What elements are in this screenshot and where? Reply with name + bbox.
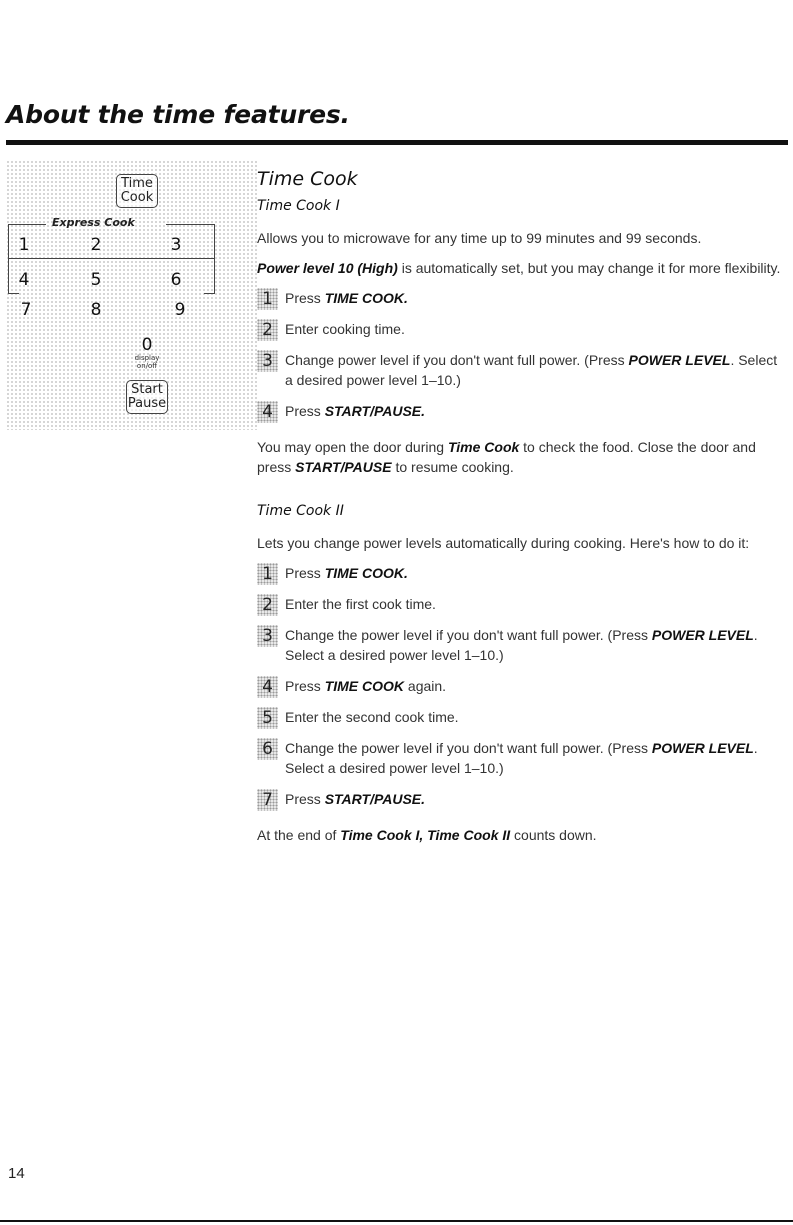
step-item (257, 789, 787, 809)
step-keyword: TIME COOK (324, 678, 405, 694)
digit-8: 8 (90, 300, 102, 320)
step-item (257, 563, 787, 583)
step-item (257, 319, 787, 339)
step-number-badge: 1 (257, 288, 278, 310)
time-cook-2-heading: Time Cook II (257, 503, 344, 519)
step-number-badge: 6 (257, 738, 278, 760)
step-text: Press (285, 403, 325, 419)
step-text: Enter the second cook time. (285, 709, 459, 725)
step-keyword: TIME COOK. (324, 565, 408, 581)
digit-3: 3 (170, 235, 182, 255)
step-number-badge: 7 (257, 789, 278, 811)
time-cook-section (257, 168, 787, 855)
step-number-badge: 5 (257, 707, 278, 729)
step-number-badge: 1 (257, 563, 278, 585)
step-text-after: . Select a desired power level 1–10.) (285, 740, 758, 776)
end-note: At the end of Time Cook I, Time Cook II counts down. (257, 827, 597, 843)
step-item (257, 594, 787, 614)
time-cook-1-intro: Allows you to microwave for any time up to 99 minutes and 99 seconds. (257, 230, 702, 246)
digit-4: 4 (18, 270, 30, 290)
step-item (257, 625, 787, 665)
step-item (257, 738, 787, 778)
time-cook-key: Time Cook (116, 174, 158, 208)
time-cook-2-intro: Lets you change power levels automatically during cooking. Here's how to do it: (257, 535, 750, 551)
digit-9: 9 (174, 300, 186, 320)
time-cook-1-steps (257, 288, 787, 421)
page-number: 14 (8, 1165, 25, 1182)
step-number-badge: 2 (257, 594, 278, 616)
bottom-rule (0, 1220, 793, 1222)
power-level-note: Power level 10 (High) is automatically set, but you may change it for more flexibility. (257, 260, 781, 276)
step-keyword: POWER LEVEL (651, 627, 754, 643)
step-text: Press (285, 678, 325, 694)
door-note: You may open the door during Time Cook to check the food. Close the door and press START/PAUSE to resume cooking. (257, 439, 756, 475)
express-top-right-line (166, 224, 204, 225)
step-keyword: START/PAUSE. (324, 403, 426, 419)
step-text: Press (285, 791, 325, 807)
step-keyword: TIME COOK. (324, 290, 408, 306)
step-number-badge: 3 (257, 350, 278, 372)
step-item (257, 707, 787, 727)
digit-7: 7 (20, 300, 32, 320)
express-mid-line (8, 258, 214, 259)
title-rule (6, 140, 788, 145)
digit-0: 0 (141, 335, 153, 355)
express-bracket-right (204, 224, 215, 294)
section-heading: Time Cook (257, 168, 358, 190)
step-text: Press (285, 290, 325, 306)
step-item (257, 350, 787, 390)
step-keyword: START/PAUSE. (324, 791, 426, 807)
step-text-after: . Select a desired power level 1–10.) (285, 352, 778, 388)
step-keyword: POWER LEVEL (651, 740, 754, 756)
digit-1: 1 (18, 235, 30, 255)
step-number-badge: 4 (257, 676, 278, 698)
display-label: display on/off (134, 354, 160, 370)
step-number-badge: 3 (257, 625, 278, 647)
time-cook-1-heading: Time Cook I (257, 198, 340, 214)
digit-6: 6 (170, 270, 182, 290)
step-item (257, 401, 787, 421)
page-title: About the time features. (6, 100, 350, 129)
step-text-after: . Select a desired power level 1–10.) (285, 627, 758, 663)
step-item (257, 676, 787, 696)
express-top-left-line (18, 224, 46, 225)
step-text-after: again. (404, 678, 447, 694)
step-text: Change the power level if you don't want full power. (Press (285, 627, 652, 643)
time-cook-2-steps (257, 563, 787, 809)
step-item (257, 288, 787, 308)
step-number-badge: 2 (257, 319, 278, 341)
keypad-illustration (6, 160, 258, 430)
step-text: Press (285, 565, 325, 581)
step-keyword: POWER LEVEL (628, 352, 731, 368)
step-text: Enter cooking time. (285, 321, 405, 337)
digit-2: 2 (90, 235, 102, 255)
step-text: Enter the first cook time. (285, 596, 436, 612)
digit-5: 5 (90, 270, 102, 290)
step-number-badge: 4 (257, 401, 278, 423)
start-pause-key: Start Pause (126, 380, 168, 414)
express-cook-label: Express Cook (52, 216, 135, 229)
step-text: Change power level if you don't want full power. (Press (285, 352, 629, 368)
step-text: Change the power level if you don't want full power. (Press (285, 740, 652, 756)
